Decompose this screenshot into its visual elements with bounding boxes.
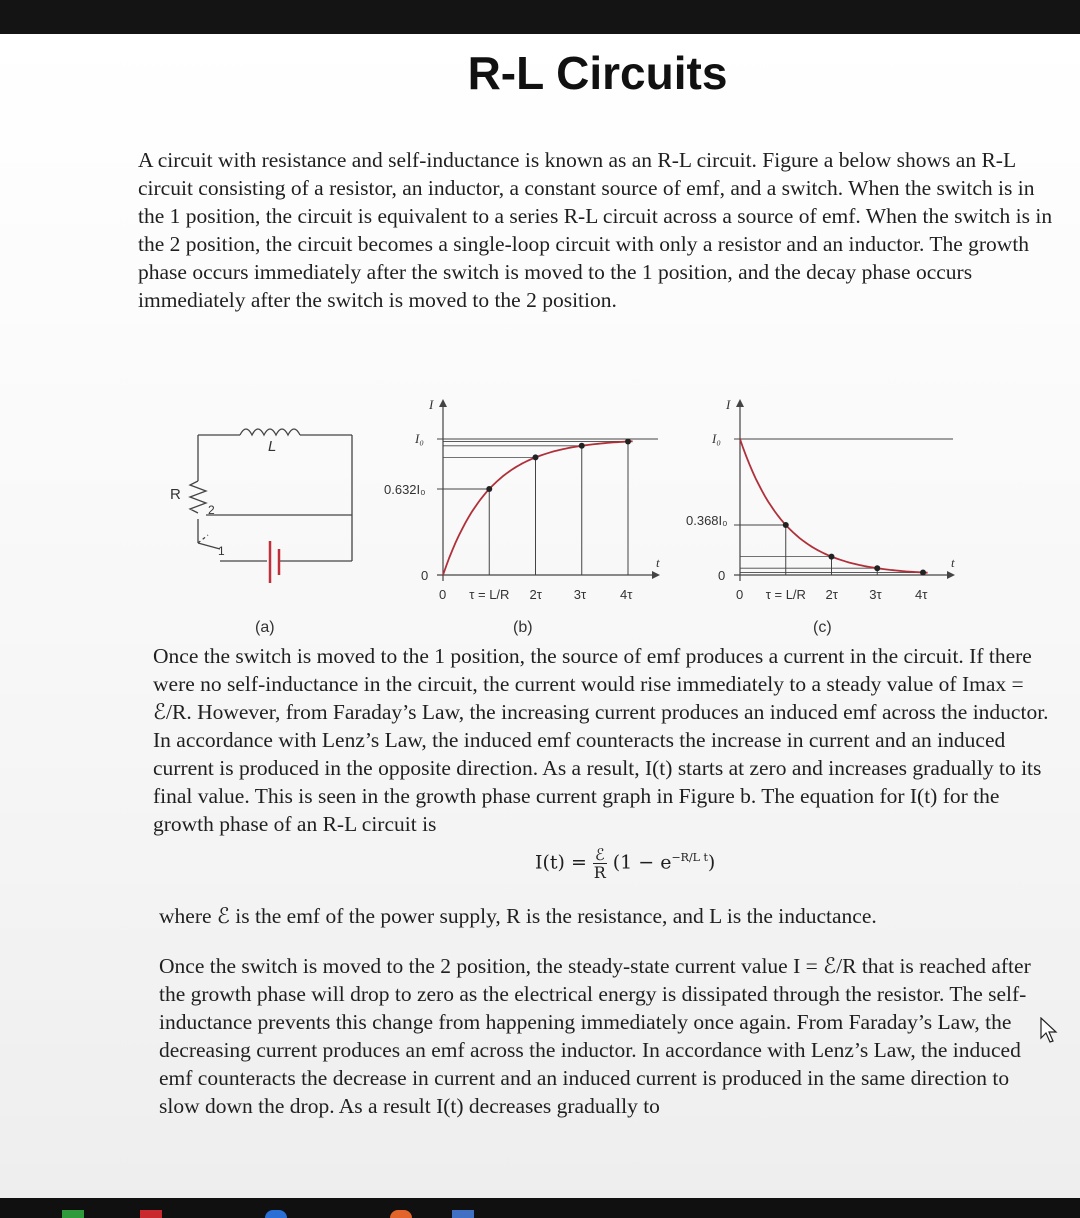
app-icon-red[interactable] (140, 1210, 162, 1218)
inductor-label: L (268, 438, 277, 455)
decay-chart (686, 397, 955, 602)
page-title: R-L Circuits (467, 47, 728, 99)
switch-position-1-label: 1 (218, 544, 225, 558)
y-axis-label: I (429, 397, 434, 412)
current-curve (740, 439, 928, 573)
tick-label-level: 0.632I₀ (384, 482, 426, 498)
x-axis-label: t (656, 555, 660, 570)
x-tick-label: 2τ (529, 587, 542, 602)
app-icon-doc[interactable] (452, 1210, 474, 1218)
x-tick-label: 0 (736, 587, 744, 602)
x-tick-label: 4τ (620, 587, 633, 602)
switch-position-2-label: 2 (208, 503, 215, 517)
tick-label-i0: I₀ (712, 431, 721, 446)
data-point (829, 554, 835, 560)
inductor-coil (240, 429, 300, 435)
data-point (579, 443, 585, 449)
battery-symbol (270, 541, 279, 583)
y-axis-arrow-icon (736, 399, 744, 407)
growth-chart (384, 397, 660, 602)
equation-exponent: −R/L t (671, 851, 708, 865)
tick-label-i0: I₀ (415, 431, 424, 446)
data-point (783, 522, 789, 528)
data-point (533, 454, 539, 460)
caption-b: (b) (513, 619, 533, 636)
x-tick-label: 4τ (915, 587, 928, 602)
figure-rl-circuit (140, 369, 980, 649)
app-icon-orange[interactable] (390, 1210, 412, 1218)
growth-equation (535, 846, 715, 881)
tick-label-level: 0.368I₀ (686, 512, 728, 528)
figure-svg (140, 369, 980, 649)
equation-fraction (593, 846, 607, 881)
caption-c: (c) (813, 619, 832, 636)
caption-a: (a) (255, 619, 275, 636)
window-top-bar (0, 0, 1080, 34)
tick-label-zero-y: 0 (421, 568, 429, 583)
data-point (486, 486, 492, 492)
app-icon-blue[interactable] (265, 1210, 287, 1218)
equation-lhs: I(t) = (535, 851, 587, 874)
mouse-pointer-icon (1040, 1017, 1058, 1043)
y-axis-arrow-icon (439, 399, 447, 407)
data-point (625, 438, 631, 444)
x-axis-arrow-icon (652, 571, 660, 579)
x-tick-label: τ = L/R (765, 587, 806, 602)
x-axis-arrow-icon (947, 571, 955, 579)
app-icon-green[interactable] (62, 1210, 84, 1218)
equation-bracket-close: ) (707, 851, 716, 874)
intro-paragraph: A circuit with resistance and self-inductance is known as an R-L circuit. Figure a below shows an R-L circuit consisting of a resistor, an inductor, a constant source of emf, and a switch. When the switch is in the 1 position, the circuit is equivalent to a series R-L circuit across a source of emf. When the switch is in the 2 position, the circuit becomes a single-loop circuit with only a resistor and an inductor. The growth phase occurs immediately after the switch is moved to the 1 position, and the decay phase occurs immediately after the switch is moved to the 2 position. (138, 148, 1053, 312)
resistor-zigzag (190, 481, 206, 513)
x-tick-label: 3τ (573, 587, 587, 602)
equation-bracket-open: (1 − e (612, 851, 672, 874)
x-tick-label: τ = L/R (469, 587, 510, 602)
variables-paragraph: where ℰ is the emf of the power supply, R is the resistance, and L is the inductance. (159, 904, 877, 928)
switch-arm (198, 535, 208, 543)
current-curve (443, 441, 633, 575)
x-tick-label: 0 (439, 587, 447, 602)
equation-denominator: R (593, 863, 606, 882)
data-point (874, 565, 880, 571)
data-point (920, 570, 926, 576)
document-page (0, 34, 1080, 1198)
x-axis-label: t (951, 555, 955, 570)
taskbar (0, 1198, 1080, 1218)
y-axis-label: I (726, 397, 731, 412)
tick-label-zero-y: 0 (718, 568, 726, 583)
x-tick-label: 3τ (869, 587, 882, 602)
decay-paragraph: Once the switch is moved to the 2 position, the steady-state current value I = ℰ/R that is reached after the growth phase will drop to zero as the electrical energy is dissipated through the resistor. The self-inductance prevents this change from happening immediately once again. From Faraday’s Law, the decreasing current produces an emf across the inductor. In accordance with Lenz’s Law, the induced emf counteracts the decrease in current and an induced current is produced in the same direction to slow down the drop. As a result I(t) decreases gradually to (159, 954, 1031, 1118)
resistor-label: R (170, 486, 181, 503)
growth-paragraph: Once the switch is moved to the 1 position, the source of emf produces a current in the circuit. If there were no self-inductance in the circuit, the current would rise immediately to a steady value of Imax = ℰ/R. However, from Faraday’s Law, the increasing current produces an induced emf across the inductor. In accordance with Lenz’s Law, the induced emf counteracts the increase in current and an induced current is produced in the opposite direction. As a result, I(t) starts at zero and increases gradually to its final value. This is seen in the growth phase current graph in Figure b. The equation for I(t) for the growth phase of an R-L circuit is (153, 644, 1049, 836)
x-tick-label: 2τ (825, 587, 838, 602)
equation-numerator: ℰ (594, 845, 605, 864)
